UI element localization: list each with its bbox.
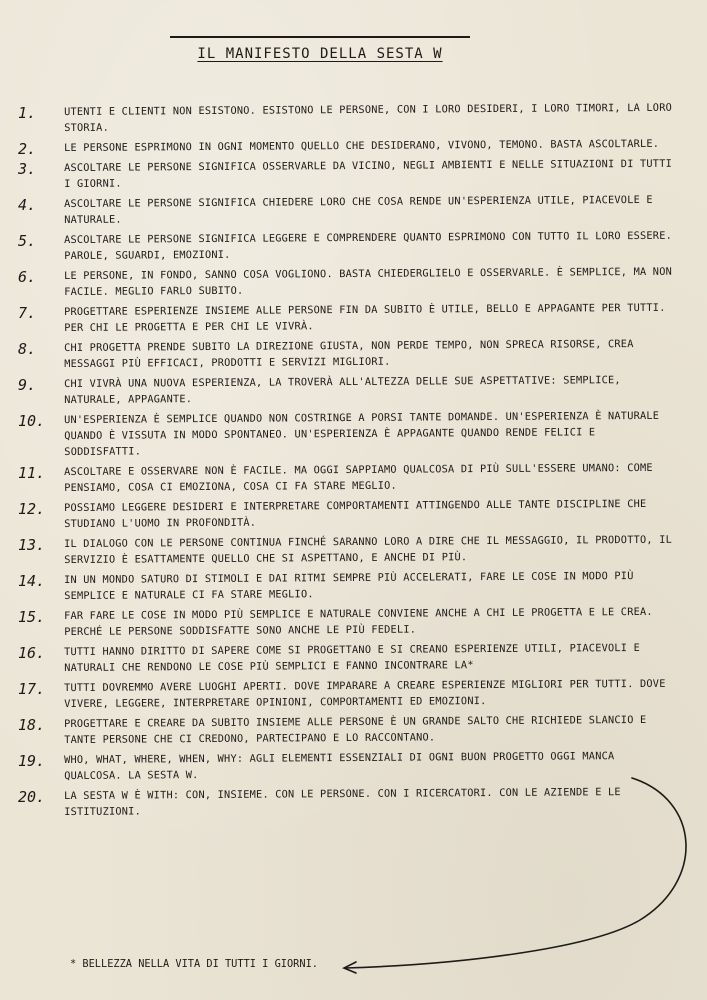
list-item	[18, 677, 678, 712]
item-text: ASCOLTARE LE PERSONE SIGNIFICA OSSERVARLE DA VICINO, NEGLI AMBIENTI E NELLE SITUAZIONI DI TUTTI I GIORNI.	[64, 157, 673, 190]
item-text: UN'ESPERIENZA È SEMPLICE QUANDO NON COSTRINGE A PORSI TANTE DOMANDE. UN'ESPERIENZA È NATURALE QUANDO È VISSUTA IN MODO SPONTANEO. UN'ESPERIENZA È APPAGANTE QUANDO RENDE FELICI E SODDISFATTI.	[64, 409, 660, 458]
item-number: 9.	[18, 376, 37, 394]
list-item	[18, 376, 678, 408]
list-item	[18, 641, 678, 676]
item-number: 6.	[18, 268, 37, 286]
item-number: 3.	[18, 160, 37, 178]
item-number: 17.	[18, 680, 46, 698]
list-item	[18, 101, 678, 136]
item-text: ASCOLTARE LE PERSONE SIGNIFICA CHIEDERE LORO CHE COSA RENDE UN'ESPERIENZA UTILE, PIACEVOLE E NATURALE.	[64, 193, 653, 226]
item-text: LE PERSONE, IN FONDO, SANNO COSA VOGLIONO. BASTA CHIEDERGLIELO E OSSERVARLE. È SEMPLICE, MA NON FACILE. MEGLIO FARLO SUBITO.	[64, 265, 673, 298]
list-item	[18, 572, 678, 604]
item-text: POSSIAMO LEGGERE DESIDERI E INTERPRETARE COMPORTAMENTI ATTINGENDO ALLE TANTE DISCIPLINE CHE STUDIANO L'UOMO IN PROFONDITÀ.	[64, 497, 647, 530]
item-number: 4.	[18, 196, 37, 214]
title-block	[170, 36, 470, 78]
item-number: 2.	[18, 140, 37, 158]
list-item	[18, 229, 678, 264]
item-text: WHO, WHAT, WHERE, WHEN, WHY: AGLI ELEMENTI ESSENZIALI DI OGNI BUON PROGETTO OGGI MANCA QUALCOSA. LA SESTA W.	[64, 750, 615, 782]
item-text: FAR FARE LE COSE IN MODO PIÙ SEMPLICE E NATURALE CONVIENE ANCHE A CHI LE PROGETTA E LE CREA. PERCHÉ LE PERSONE SODDISFATTE SONO ANCHE LE PIÙ FEDELI.	[64, 605, 653, 638]
item-text: IL DIALOGO CON LE PERSONE CONTINUA FINCHÉ SARANNO LORO A DIRE CHE IL MESSAGGIO, IL PRODOTTO, IL SERVIZIO È ESATTAMENTE QUELLO CHE SI ASPETTANO, E ANCHE DI PIÙ.	[64, 533, 673, 566]
list-item	[18, 157, 678, 192]
item-text: PROGETTARE E CREARE DA SUBITO INSIEME ALLE PERSONE È UN GRANDE SALTO CHE RICHIEDE SLANCIO E TANTE PERSONE CHE CI CREDONO, PARTECIPANO E LO RACCONTANO.	[64, 713, 647, 746]
item-number: 10.	[18, 412, 46, 430]
item-number: 19.	[18, 752, 46, 770]
item-text: IN UN MONDO SATURO DI STIMOLI E DAI RITMI SEMPRE PIÙ ACCELERATI, FARE LE COSE IN MODO PIÙ SEMPLICE E NATURALE CI FA STARE MEGLIO.	[64, 570, 634, 602]
item-number: 5.	[18, 232, 37, 250]
list-item	[18, 497, 678, 532]
item-number: 13.	[18, 536, 46, 554]
item-text: UTENTI E CLIENTI NON ESISTONO. ESISTONO LE PERSONE, CON I LORO DESIDERI, I LORO TIMORI, LA LORO STORIA.	[64, 101, 673, 134]
item-text: TUTTI HANNO DIRITTO DI SAPERE COME SI PROGETTANO E SI CREANO ESPERIENZE UTILI, PIACEVOLI E NATURALI CHE RENDONO LE COSE PIÙ SEMPLICI E FANNO INCONTRARE LA*	[64, 641, 641, 674]
item-number: 12.	[18, 500, 46, 518]
item-text: ASCOLTARE E OSSERVARE NON È FACILE. MA OGGI SAPPIAMO QUALCOSA DI PIÙ SULL'ESSERE UMANO: COME PENSIAMO, COSA CI EMOZIONA, COSA CI FA STARE MEGLIO.	[64, 461, 653, 494]
item-number: 20.	[18, 788, 46, 806]
item-text: LE PERSONE ESPRIMONO IN OGNI MOMENTO QUELLO CHE DESIDERANO, VIVONO, TEMONO. BASTA ASCOLTARLE.	[64, 137, 660, 154]
item-text: ASCOLTARE LE PERSONE SIGNIFICA LEGGERE E COMPRENDERE QUANTO ESPRIMONO CON TUTTO IL LORO ESSERE. PAROLE, SGUARDI, EMOZIONI.	[64, 229, 673, 262]
title-rule	[170, 36, 470, 38]
list-item	[18, 265, 678, 300]
list-item	[18, 137, 678, 158]
item-text: CHI PROGETTA PRENDE SUBITO LA DIREZIONE GIUSTA, NON PERDE TEMPO, NON SPRECA RISORSE, CREA MESSAGGI PIÙ EFFICACI, PRODOTTI E SERVIZI MIGLIORI.	[64, 338, 634, 370]
list-item	[18, 788, 678, 820]
item-number: 11.	[18, 464, 46, 482]
list-item	[18, 340, 678, 372]
item-number: 18.	[18, 716, 46, 734]
item-text: LA SESTA W È WITH: CON, INSIEME. CON LE PERSONE. CON I RICERCATORI. CON LE AZIENDE E LE ISTITUZIONI.	[64, 786, 621, 818]
list-item	[18, 605, 678, 640]
item-number: 1.	[18, 104, 37, 122]
item-number: 15.	[18, 608, 46, 626]
list-item	[18, 713, 678, 748]
list-item	[18, 752, 678, 784]
item-number: 8.	[18, 340, 37, 358]
item-text: PROGETTARE ESPERIENZE INSIEME ALLE PERSONE FIN DA SUBITO È UTILE, BELLO E APPAGANTE PER TUTTI. PER CHI LE PROGETTA E PER CHI LE VIVRÀ.	[64, 301, 666, 334]
list-item	[18, 533, 678, 568]
item-text: CHI VIVRÀ UNA NUOVA ESPERIENZA, LA TROVERÀ ALL'ALTEZZA DELLE SUE ASPETTATIVE: SEMPLICE, NATURALE, APPAGANTE.	[64, 374, 621, 406]
item-text: TUTTI DOVREMMO AVERE LUOGHI APERTI. DOVE IMPARARE A CREARE ESPERIENZE MIGLIORI PER TUTTI. DOVE VIVERE, LEGGERE, INTERPRETARE OPINIONI, COMPORTAMENTI ED EMOZIONI.	[64, 677, 666, 710]
item-number: 14.	[18, 572, 46, 590]
item-number: 7.	[18, 304, 37, 322]
list-item	[18, 409, 678, 460]
footnote: * BELLEZZA NELLA VITA DI TUTTI I GIORNI.	[70, 958, 318, 970]
item-number: 16.	[18, 644, 46, 662]
list-item	[18, 193, 678, 228]
page-title: IL MANIFESTO DELLA SESTA W	[197, 46, 443, 62]
manifesto-list	[18, 101, 678, 824]
list-item	[18, 461, 678, 496]
list-item	[18, 301, 678, 336]
